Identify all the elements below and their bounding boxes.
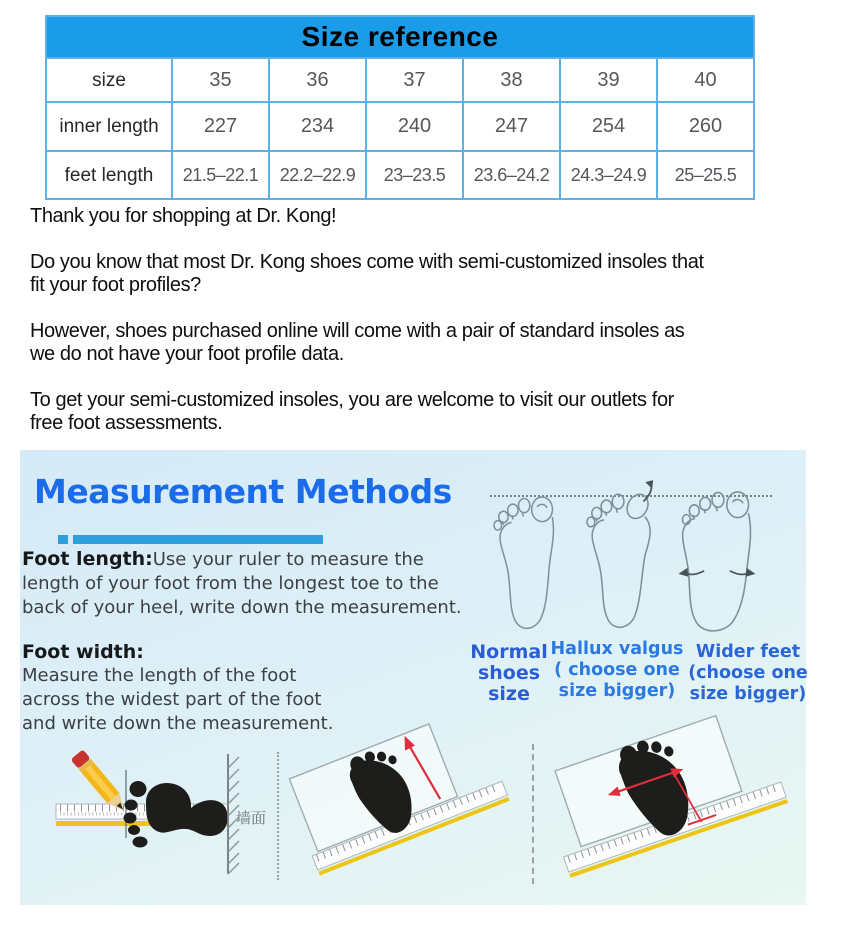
illustration-divider — [277, 752, 279, 880]
table-cell: 22.2–22.9 — [269, 151, 366, 199]
table-cell: 40 — [657, 58, 754, 102]
instruction-line: and write down the measurement. — [22, 713, 334, 734]
size-table-title: Size reference — [46, 16, 754, 58]
caption-line: Hallux valgus — [550, 639, 684, 659]
instruction-line: length of your foot from the longest toe to the — [22, 573, 439, 594]
instruction-line: back of your heel, write down the measurement. — [22, 597, 462, 618]
table-cell: 39 — [560, 58, 657, 102]
row-label: feet length — [46, 151, 172, 199]
table-title-row — [46, 16, 754, 58]
title-underline-square — [58, 535, 68, 544]
table-cell: 38 — [463, 58, 560, 102]
table-cell: 23.6–24.2 — [463, 151, 560, 199]
table-cell: 24.3–24.9 — [560, 151, 657, 199]
paragraph-line: To get your semi-customized insoles, you are welcome to visit our outlets for — [30, 389, 674, 411]
instruction-line: Measure the length of the foot — [22, 665, 297, 686]
foot-width-instructions — [22, 640, 333, 736]
intro-paragraph-thanks — [30, 205, 336, 228]
table-cell: 37 — [366, 58, 463, 102]
table-row-size — [46, 58, 754, 102]
wall-label: 墙面 — [236, 809, 267, 827]
table-cell: 21.5–22.1 — [172, 151, 269, 199]
table-row-feet-length — [46, 151, 754, 199]
table-cell: 25–25.5 — [657, 151, 754, 199]
row-label: inner length — [46, 102, 172, 151]
table-row-inner-length — [46, 102, 754, 151]
normal-foot-diagram — [494, 490, 560, 638]
table-cell: 35 — [172, 58, 269, 102]
foot-length-wall-illustration — [34, 746, 286, 886]
table-cell: 254 — [560, 102, 657, 151]
caption-line: Normal — [470, 641, 548, 663]
paragraph-line: fit your foot profiles? — [30, 274, 201, 296]
table-cell: 23–23.5 — [366, 151, 463, 199]
title-underline-bar — [73, 535, 323, 544]
measurement-methods-panel — [20, 450, 806, 905]
caption-line: ( choose one — [554, 660, 680, 680]
caption-line: size bigger) — [689, 684, 807, 704]
foot-length-paper-illustration — [290, 742, 528, 888]
table-cell: 260 — [657, 102, 754, 151]
table-cell: 240 — [366, 102, 463, 151]
foot-width-paper-illustration — [540, 740, 804, 890]
hallux-arrow-icon — [643, 480, 653, 501]
instruction-line: across the widest part of the foot — [22, 689, 322, 710]
table-cell: 227 — [172, 102, 269, 151]
wider-feet-diagram — [674, 488, 760, 636]
caption-hallux-valgus — [544, 639, 690, 702]
size-reference-table — [45, 15, 755, 200]
instruction-line — [22, 547, 462, 572]
caption-line: Wider feet — [695, 642, 801, 662]
table-cell: 36 — [269, 58, 366, 102]
caption-line: (choose one — [688, 663, 808, 683]
hallux-valgus-foot-diagram — [586, 478, 658, 636]
caption-line: size bigger) — [558, 681, 676, 701]
paragraph-line: we do not have your foot profile data. — [30, 343, 344, 365]
table-cell: 234 — [269, 102, 366, 151]
foot-length-heading: Foot length: — [22, 548, 153, 570]
width-arrows-icon — [679, 568, 756, 577]
paragraph-line: Thank you for shopping at Dr. Kong! — [30, 205, 337, 227]
caption-line: shoes — [477, 662, 541, 684]
foot-length-instructions — [22, 547, 462, 620]
table-cell: 247 — [463, 102, 560, 151]
measurement-title: Measurement Methods — [34, 472, 452, 511]
caption-wider-feet — [675, 642, 821, 705]
foot-width-heading: Foot width: — [22, 641, 144, 663]
paragraph-line: free foot assessments. — [30, 412, 223, 434]
intro-paragraph-online — [30, 320, 684, 366]
intro-paragraph-insoles — [30, 251, 704, 297]
instruction-text: Use your ruler to measure the — [152, 549, 424, 570]
paragraph-line: However, shoes purchased online will come with a pair of standard insoles as — [30, 320, 685, 342]
caption-line: size — [488, 683, 530, 705]
intro-paragraph-outlets — [30, 389, 674, 435]
row-label: size — [46, 58, 172, 102]
paragraph-line: Do you know that most Dr. Kong shoes come with semi-customized insoles that — [30, 251, 704, 273]
illustration-divider — [532, 744, 534, 884]
